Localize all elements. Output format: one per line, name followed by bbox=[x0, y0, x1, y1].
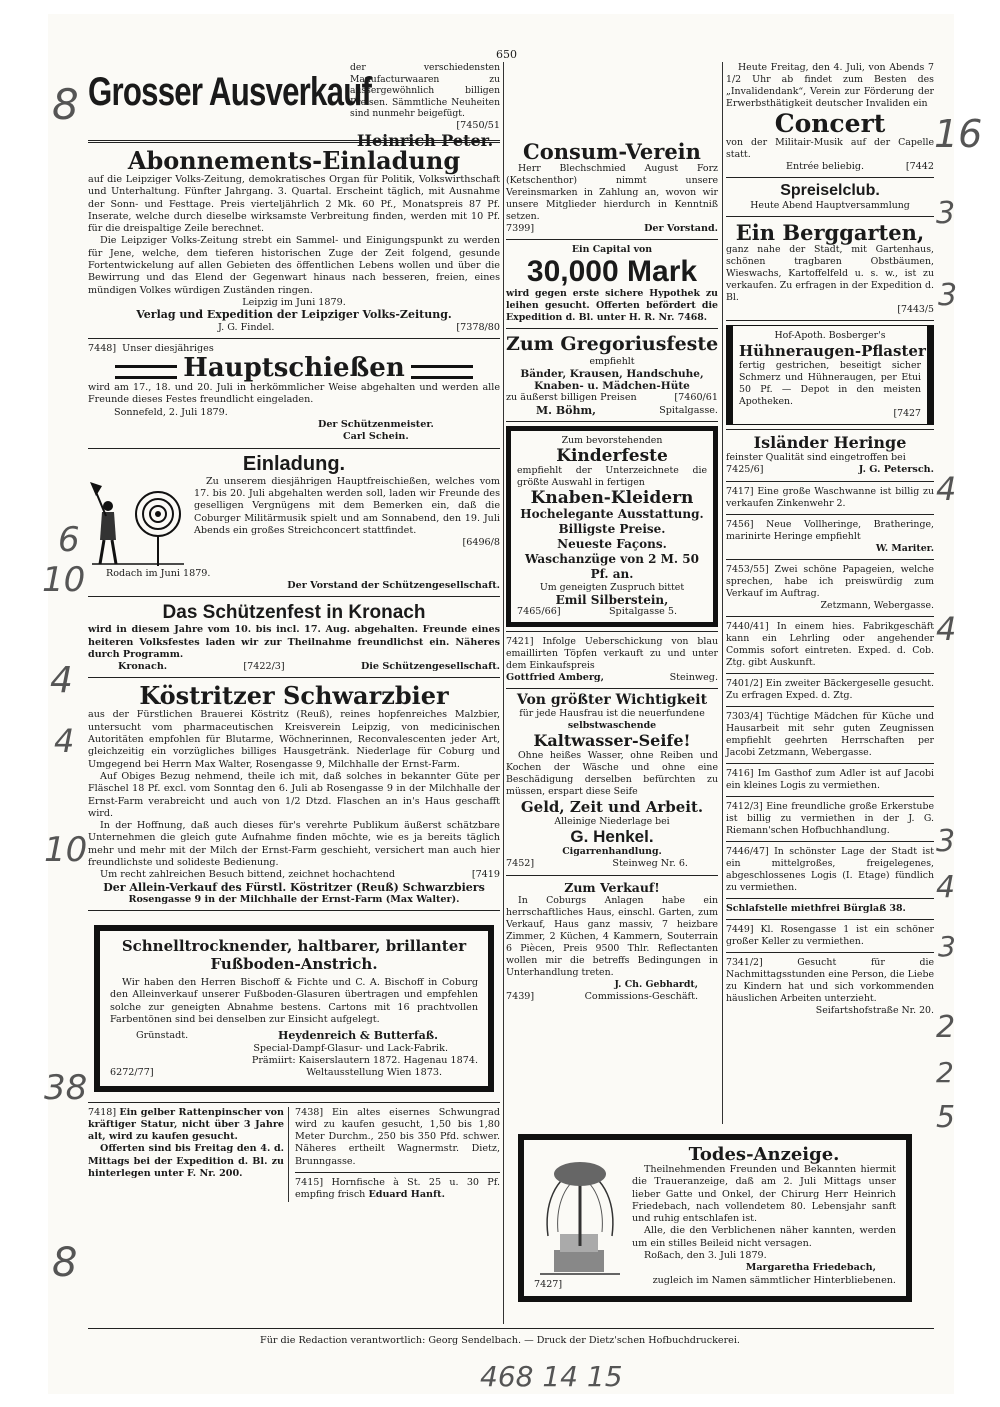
schwarzbier-sign-2: Rosengasse 9 in der Milchhalle der Ernst-Farm (Max Walter). bbox=[128, 893, 460, 905]
gregorius-text-2: zu äußerst billigen Preisen bbox=[506, 392, 637, 404]
kinderfeste-ref: 7465/66] bbox=[517, 605, 561, 617]
pencil-mark: 16 bbox=[934, 112, 983, 156]
separator bbox=[88, 338, 500, 339]
ad-toepfe bbox=[506, 636, 718, 684]
todes-sub: zugleich im Namen sämmtlicher Hinterbliebenen. bbox=[652, 1274, 896, 1286]
ad-person bbox=[726, 957, 934, 1017]
weeping-willow-illustration bbox=[534, 1146, 626, 1286]
kinderfeste-big-4: Neueste Façons. bbox=[557, 536, 667, 551]
schwarzbier-sign: Der Allein-Verkauf des Fürstl. Köstritzer (Reuß) Schwarzbiers bbox=[103, 880, 485, 894]
papageien-sign: Zetzmann, Webergasse. bbox=[820, 599, 934, 611]
pencil-mark: 3 bbox=[938, 930, 956, 963]
ad-gregorius bbox=[506, 333, 718, 417]
kinderfeste-big-2: Hochelegante Ausstattung. bbox=[520, 506, 704, 521]
concert-text-2: von der Militair-Musik auf der Capelle statt. bbox=[726, 137, 934, 160]
column-3 bbox=[726, 62, 934, 1017]
ad-abonnement bbox=[88, 147, 500, 334]
separator bbox=[88, 910, 500, 911]
keller-text: Kl. Rosengasse 1 ist ein schöner großer Keller zu vermiethen. bbox=[726, 923, 934, 947]
papageien-text: Zwei schöne Papageien, welche sprechen, habe ich preiswürdig zum Verkauf im Auftrag. bbox=[726, 563, 934, 599]
schwarzbier-ref: [7419 bbox=[471, 869, 500, 881]
ad-pflaster bbox=[726, 325, 934, 425]
kinderfeste-headline: Kinderfeste bbox=[556, 445, 668, 466]
verkauf-ref: 7439] bbox=[506, 990, 535, 1002]
ausverkauf-sign: Heinrich Peter. bbox=[356, 131, 494, 151]
gregorius-headline: Zum Gregoriusfeste bbox=[506, 333, 719, 356]
maedchen-ref: 7303/4] bbox=[726, 710, 763, 722]
schwungrad-ref: 7438] bbox=[295, 1106, 324, 1118]
toepfe-text: Infolge Ueberschickung von blau emaillirten Töpfen verkauft zu und unter dem Einkaufspreis bbox=[506, 636, 718, 672]
abonnement-place: Leipzig im Juni 1879. bbox=[242, 296, 346, 308]
pencil-mark: 2 bbox=[936, 1010, 956, 1045]
toepfe-ref: 7421] bbox=[506, 636, 534, 648]
erkerstube-ref: 7412/3] bbox=[726, 800, 763, 812]
ad-maedchen bbox=[726, 711, 934, 759]
heringe-ref: 7425/6] bbox=[726, 464, 764, 476]
logis-ref: 7446/47] bbox=[726, 845, 769, 857]
hornfische-sign: Eduard Hanft. bbox=[368, 1189, 445, 1201]
pencil-mark: 5 bbox=[936, 1100, 956, 1135]
seife-headline: Von größter Wichtigkeit bbox=[516, 692, 708, 709]
separator bbox=[726, 898, 934, 899]
toepfe-sign: Gottfried Amberg, bbox=[506, 672, 604, 684]
person-addr: Seifartshofstraße Nr. 20. bbox=[815, 1004, 934, 1016]
separator bbox=[88, 677, 500, 678]
anstrich-awards-2: Weltausstellung Wien 1873. bbox=[306, 1067, 442, 1079]
verkauf-text: In Coburgs Anlagen habe ein herrschaftliches Haus, einschl. Garten, zum Verkauf, Haus ganz massiv, 7 heizbare Zimmer, 2 Küchen, 4 Kammern, Souterrain 6 Piècen, Preis 9500 Thlr. Reflectanten wollen mir die betreffs Bedingungen in Unterhandlung treten. bbox=[506, 894, 718, 978]
logis-text: In schönster Lage der Stadt ist ein mittelgroßes, freigelegenes, abgeschlossenes Logis (I. Etage) fündlich zu vermiethen. bbox=[726, 845, 934, 893]
pencil-mark: 10 bbox=[42, 560, 86, 600]
separator bbox=[88, 448, 500, 449]
hauptschiessen-headline: Hauptschießen bbox=[183, 353, 405, 384]
ad-waschwanne bbox=[726, 486, 934, 510]
anstrich-text: Wir haben den Herren Bischoff & Fichte und C. A. Bischoff in Coburg den Alleinverkauf unserer Fußboden-Glasuren übertragen und empfehlen solche zur geneigten Abnahme bestens. Cartons mit 16 prachtvollen Farbentönen sind bei denselben zur Einsicht aufgelegt. bbox=[110, 977, 478, 1026]
seife-sign: G. Henkel. bbox=[570, 827, 654, 847]
separator bbox=[726, 616, 934, 617]
ad-spreisel bbox=[726, 182, 934, 212]
schwarzbier-text-2: Auf Obiges Bezug nehmend, theile ich mit, daß solches in bekannter Güte per Fläschel 18 Pf. excl. vom Sonntag den 6. Juli ab Rosengasse 9 in der Milchhalle der Ernst-Farm verabreicht und auch von 1/2 Dtzd. Flaschen an in's Haus geschafft wird. bbox=[88, 770, 500, 819]
pencil-mark: 6 bbox=[58, 520, 80, 560]
consum-text: Herr Blechschmied August Forz (Ketschenthor) nimmt unsere Vereinsmarken in Zahlung an, wovon wir unsere Mitglieder hierdurch in Kenntniß setzen. bbox=[506, 163, 718, 222]
vollheringe-ref: 7456] bbox=[726, 518, 754, 530]
seife-sub: selbstwaschende bbox=[567, 720, 657, 732]
ad-heringe bbox=[726, 434, 934, 476]
hauptschiessen-pre: Unser diesjähriges bbox=[122, 342, 214, 354]
separator bbox=[726, 796, 934, 797]
pencil-mark: 8 bbox=[52, 1240, 78, 1286]
seife-text-2: Ohne heißes Wasser, ohne Reiben und Kochen der Wäsche und ohne eine Beschädigung derselben befürchten zu müssen, erspart diese Seife bbox=[506, 750, 718, 798]
kapital-amount: 30,000 Mark bbox=[526, 255, 698, 289]
rattenpinscher-text: Ein gelber Rattenpinscher von kräftiger Statur, nicht über 3 Jahre alt, wird zu kaufen gesucht. bbox=[88, 1106, 284, 1143]
ad-einladung bbox=[88, 453, 500, 593]
hornfische-text: Hornfische à St. 25 u. 30 Pf. empfing frisch bbox=[295, 1177, 500, 1201]
kinderfeste-addr: Spitalgasse 5. bbox=[608, 605, 677, 617]
spreisel-headline: Spreiselclub. bbox=[780, 182, 880, 200]
person-text: Gesucht für die Nachmittagsstunden eine Person, die Liebe zu Kindern hat und sich vorkommenden häuslichen Arbeiten unterzieht. bbox=[726, 956, 934, 1004]
heringe-sign: J. G. Petersch. bbox=[858, 464, 934, 476]
ad-kronach bbox=[88, 601, 500, 673]
hauptschiessen-text: wird am 17., 18. und 20. Juli in herkömmlicher Weise abgehalten und werden alle Freunde dieses Festes freundlicht eingeladen. bbox=[88, 382, 500, 406]
ad-rattenpinscher bbox=[88, 1107, 289, 1202]
concert-text: Heute Freitag, den 4. Juli, von Abends 7 1/2 Uhr ab findet zum Besten des „Invalidendank“, Verein zur Förderung der Erwerbsthätigkeit deutscher Invaliden ein bbox=[726, 62, 934, 109]
hornfische-ref: 7415] bbox=[295, 1177, 324, 1189]
todes-text: Theilnehmenden Freunden und Bekannten hiermit die Traueranzeige, daß am 2. Juli Mittags unser lieber Gatte und Onkel, der Chirurg Herr Heinrich Friedebach, nach vollendetem 80. Lebensjahr sanft und ruhig entschlafen ist. bbox=[632, 1164, 896, 1225]
gregorius-addr: Spitalgasse. bbox=[659, 404, 718, 416]
page-footer: Für die Redaction verantwortlich: Georg Sendelbach. — Druck der Dietz'schen Hofbuchdruckerei. bbox=[260, 1335, 740, 1346]
ad-papageien bbox=[726, 564, 934, 612]
berggarten-headline: Ein Berggarten, bbox=[735, 220, 925, 246]
pencil-mark: 8 bbox=[52, 80, 79, 129]
gasthof-ref: 7416] bbox=[726, 767, 754, 779]
pencil-mark: 4 bbox=[54, 722, 75, 760]
ad-schlafstelle: Schlafstelle miethfrei Bürglaß 38. bbox=[726, 902, 906, 914]
pencil-mark: 2 bbox=[936, 1056, 954, 1089]
kronach-text: wird in diesem Jahre vom 10. bis incl. 17. Aug. abgehalten. Freunde eines heiteren Volksfestes laden wir zur Theilnahme freundlichst ein. Näheres durch Programm. bbox=[88, 624, 500, 660]
separator bbox=[506, 875, 718, 876]
lehrling-ref: 7440/41] bbox=[726, 620, 769, 632]
schwungrad-text: Ein altes eisernes Schwungrad wird zu kaufen gesucht, 1,50 bis 1,80 Meter Durchm., 250 bis 350 Pfd. schwer. Näheres ertheilt Wagnermstr. Dietz, Brunngasse. bbox=[295, 1106, 500, 1167]
gregorius-sign: M. Böhm, bbox=[536, 403, 596, 417]
pflaster-text: fertig gestrichen, beseitigt sicher Schmerz und Hühneraugen, per Etui 50 Pf. — Depot in den meisten Apotheken. bbox=[739, 360, 921, 408]
consum-headline: Consum-Verein bbox=[523, 139, 701, 164]
kronach-headline: Das Schützenfest in Kronach bbox=[162, 602, 426, 624]
pencil-mark: 4 bbox=[936, 470, 957, 508]
column-1 bbox=[88, 62, 500, 1202]
kronach-place: Kronach. bbox=[118, 661, 168, 673]
separator bbox=[726, 559, 934, 560]
todes-headline: Todes-Anzeige. bbox=[688, 1144, 840, 1165]
ausverkauf-ref: [7450/51 bbox=[456, 119, 500, 131]
concert-text-3: Entrée beliebig. bbox=[786, 161, 865, 172]
ad-concert bbox=[726, 62, 934, 173]
seife-addr: Steinweg Nr. 6. bbox=[612, 858, 688, 870]
consum-ref: 7399] bbox=[506, 223, 535, 234]
ad-baecker bbox=[726, 678, 934, 702]
waschwanne-ref: 7417] bbox=[726, 485, 754, 497]
lehrling-text: In einem hies. Fabrikgeschäft kann ein Lehrling oder angehender Commis sofort eintreten. Exped. d. Cob. Ztg. gibt Auskunft. bbox=[726, 620, 934, 668]
separator bbox=[726, 763, 934, 764]
verkauf-sub: Commissions-Geschäft. bbox=[584, 990, 698, 1002]
kinderfeste-pre: Zum bevorstehenden bbox=[561, 434, 663, 446]
vollheringe-text: Neue Vollheringe, Bratheringe, marinirte Heringe empfiehlt bbox=[726, 518, 934, 542]
pencil-mark: 4 bbox=[936, 610, 957, 648]
pencil-mark: 4 bbox=[936, 870, 956, 905]
pencil-mark: 468 14 15 bbox=[480, 1360, 623, 1393]
person-ref: 7341/2] bbox=[726, 956, 763, 968]
seife-text: für jede Hausfrau ist die neuerfundene bbox=[519, 708, 705, 720]
ad-kapital bbox=[506, 244, 718, 324]
heringe-text: feinster Qualität sind eingetroffen bei bbox=[726, 452, 906, 464]
separator bbox=[506, 688, 718, 689]
abonnement-text: auf die Leipziger Volks-Zeitung, demokratisches Organ für Politik, Volkswirthschaft und Unterhaltung. Fünfter Jahrgang. 3. Quartal. Erscheint täglich, mit Ausnahme der Sonn- und Festtage. Preis vierteljährlich 2 Mk. 60 Pf., Monatspreis 87 Pf. Inserate, welche durch dieselbe wirksamste Verbreitung finden, werden mit 10 Pf. für die dreispaltige Zeile berechnet. bbox=[88, 174, 500, 235]
pencil-mark: 4 bbox=[50, 660, 73, 701]
abonnement-text-2: Die Leipziger Volks-Zeitung strebt ein Sammel- und Einigungspunkt zu werden für Jene, welche, dem tieferen historischen Zuge der Zeit folgend, gesunde Fortentwickelung auf allen Gebieten des öffentlichen Lebens wollen und über die Bewirrung und das Elend der Gegenwart hinaus nach besseren, freien, eines mündigen Volkes würdigen Zuständen ringen. bbox=[88, 235, 500, 296]
abonnement-headline: Abonnements-Einladung bbox=[127, 146, 461, 175]
ad-schwungrad bbox=[295, 1107, 500, 1202]
papageien-ref: 7453/55] bbox=[726, 563, 769, 575]
ad-keller bbox=[726, 924, 934, 948]
pflaster-ref: [7427 bbox=[893, 408, 921, 420]
hauptschiessen-sign: Der Schützenmeister. bbox=[318, 419, 434, 431]
separator bbox=[726, 841, 934, 842]
seife-sub-2: Cigarrenhandlung. bbox=[562, 846, 662, 858]
spreisel-text: Heute Abend Hauptversammlung bbox=[750, 200, 910, 212]
todes-sign: Margaretha Friedebach, bbox=[745, 1262, 876, 1274]
ad-schwarzbier bbox=[88, 682, 500, 906]
consum-sign: Der Vorstand. bbox=[644, 223, 718, 234]
rattenpinscher-text-2: Offerten sind bis Freitag den 4. d. Mittags bei der Expedition d. Bl. zu hinterlegen unter F. Nr. 200. bbox=[88, 1143, 284, 1180]
pencil-mark: 38 bbox=[44, 1068, 88, 1108]
footer-rule bbox=[88, 1328, 934, 1329]
abonnement-sign: Verlag und Expedition der Leipziger Volks-Zeitung. bbox=[136, 308, 452, 322]
pencil-mark: 3 bbox=[936, 196, 956, 231]
toepfe-addr: Steinweg. bbox=[669, 672, 718, 684]
ad-erkerstube bbox=[726, 801, 934, 837]
ad-logis bbox=[726, 846, 934, 894]
separator bbox=[726, 919, 934, 920]
anstrich-place: Grünstadt. bbox=[136, 1030, 189, 1042]
berggarten-text: ganz nahe der Stadt, mit Gartenhaus, schönen tragbaren Obstbäumen, Wieswachs, Kartoffelfeld u. s. w., ist zu verkaufen. Zu erfragen in der Expedition d. Bl. bbox=[726, 244, 934, 304]
separator bbox=[726, 177, 934, 178]
hauptschiessen-ref: 7448] bbox=[88, 342, 117, 354]
pflaster-pre: Hof-Apoth. Bosberger's bbox=[774, 330, 886, 342]
baecker-text: Ein zweiter Bäckergeselle gesucht. Zu erfragen Exped. d. Ztg. bbox=[726, 677, 934, 701]
ad-vollheringe bbox=[726, 519, 934, 555]
kinderfeste-big-3: Billigste Preise. bbox=[558, 521, 666, 536]
anstrich-headline-2: Fußboden-Anstrich. bbox=[210, 955, 378, 974]
kinderfeste-big: Knaben-Kleidern bbox=[530, 487, 694, 508]
schwarzbier-text: aus der Fürstlichen Brauerei Köstritz (Reuß), reines hopfenreiches Malzbier, untersucht vom pharmaceutischen Kreisverein Leipzig, von medicinischen Autoritäten empfohlen für Blutarme, Wöchnerinnen, Reconvalescenten jeder Art, gleichzeitig ein vorzügliches billiges Hausgetränk. Niederlage für Coburg und Umgegend bei Herrn Max Walter, Rosengasse 9, Milchhalle der Ernst-Farm. bbox=[88, 709, 500, 770]
schwarzbier-headline: Köstritzer Schwarzbier bbox=[139, 681, 449, 711]
page-number: 650 bbox=[496, 48, 517, 61]
separator bbox=[726, 952, 934, 953]
ad-todes bbox=[518, 1134, 912, 1302]
waschwanne-text: Eine große Waschwanne ist billig zu verkaufen Zinkenwehr 2. bbox=[726, 485, 935, 509]
separator bbox=[506, 239, 718, 240]
kapital-line: Ein Capital von bbox=[571, 244, 653, 256]
separator bbox=[726, 514, 934, 515]
pflaster-headline: Hühneraugen-Pflaster bbox=[739, 342, 926, 361]
einladung-sign: Der Vorstand der Schützengesellschaft. bbox=[287, 579, 500, 591]
ad-verkauf bbox=[506, 880, 718, 1003]
gasthof-text: Im Gasthof zum Adler ist auf Jacobi ein kleines Logis zu vermiethen. bbox=[726, 767, 934, 791]
separator bbox=[506, 421, 718, 422]
kronach-sign: Die Schützengesellschaft. bbox=[360, 661, 500, 673]
kronach-ref: [7422/3] bbox=[243, 661, 285, 673]
separator bbox=[88, 1102, 500, 1103]
todes-place: Roßach, den 3. Juli 1879. bbox=[644, 1250, 767, 1262]
concert-ref: [7442 bbox=[905, 161, 934, 172]
anstrich-headline: Schnelltrocknender, haltbarer, brillanter bbox=[121, 937, 467, 956]
kinderfeste-text-2: Um geneigten Zuspruch bittet bbox=[539, 581, 685, 593]
ad-kinderfeste bbox=[506, 426, 718, 627]
anstrich-sign: Heydenreich & Butterfaß. bbox=[277, 1029, 438, 1043]
verkauf-headline: Zum Verkauf! bbox=[564, 879, 660, 895]
hauptschiessen-place: Sonnefeld, 2. Juli 1879. bbox=[114, 406, 228, 418]
todes-text-2: Alle, die den Verblichenen näher kannten, werden um ein stilles Beileid nicht versagen. bbox=[632, 1225, 896, 1249]
column-rule bbox=[503, 62, 504, 1324]
separator bbox=[726, 320, 934, 321]
gregorius-pre: empfiehlt bbox=[589, 356, 635, 368]
anstrich-sub: Special-Dampf-Glasur- und Lack-Fabrik. bbox=[253, 1042, 448, 1054]
separator bbox=[295, 1172, 500, 1173]
rattenpinscher-ref: 7418] bbox=[88, 1106, 117, 1118]
einladung-ref: [6496/8 bbox=[462, 537, 500, 549]
anstrich-ref: 6272/77] bbox=[110, 1067, 154, 1079]
seife-big-2: Geld, Zeit und Arbeit. bbox=[520, 798, 704, 817]
seife-big: Kaltwasser-Seife! bbox=[533, 731, 691, 751]
seife-text-3: Alleinige Niederlage bei bbox=[554, 816, 670, 828]
anstrich-awards: Prämiirt: Kaiserslautern 1872. Hagenau 1874. bbox=[251, 1054, 478, 1066]
todes-ref: 7427] bbox=[534, 1279, 563, 1290]
ad-consum bbox=[506, 140, 718, 235]
erkerstube-text: Eine freundliche große Erkerstube ist billig zu vermiethen in der J. G. Riemann'schen Hofbuchhandlung. bbox=[726, 800, 934, 836]
concert-headline: Concert bbox=[774, 109, 886, 138]
ad-ausverkauf bbox=[88, 62, 500, 151]
schwarzbier-text-4: Um recht zahlreichen Besuch bittend, zeichnet hochachtend bbox=[100, 869, 395, 881]
pencil-mark: 3 bbox=[938, 278, 958, 313]
pencil-mark: 10 bbox=[44, 830, 88, 870]
schwarzbier-text-3: In der Hoffnung, daß auch dieses für's verehrte Publikum äußerst schätzbare Unternehmen die gleich gute Aufnahme finden möchte, wie es ja bereits täglich mehr und mehr mit der Milch der Ernst-Farm geschieht, versichert man auch hier freundlichste und solideste Bedienung. bbox=[88, 820, 500, 868]
ad-anstrich bbox=[94, 925, 494, 1091]
kinderfeste-text: empfiehlt der Unterzeichnete die größte Auswahl in fertigen bbox=[517, 464, 707, 488]
separator bbox=[726, 481, 934, 482]
einladung-place: Rodach im Juni 1879. bbox=[106, 567, 211, 579]
einladung-text: Zu unserem diesjährigen Hauptfreischießen, welches vom 17. bis 20. Juli abgehalten werden soll, laden wir Freunde des geselligen Vergnügens mit dem Bemerken ein, daß die Coburger Militärmusik spielt und am Sonnabend, den 19. Juli Abends ein großes Streichconcert stattfindet. bbox=[194, 475, 500, 536]
ornament-bar bbox=[411, 365, 473, 379]
separator bbox=[88, 596, 500, 597]
verkauf-sign: J. Ch. Gebhardt, bbox=[614, 978, 698, 990]
kinderfeste-sign: Emil Silberstein, bbox=[555, 592, 669, 607]
ausverkauf-headline: Grosser Ausverkauf bbox=[88, 70, 372, 114]
keller-ref: 7449] bbox=[726, 923, 754, 935]
ad-berggarten bbox=[726, 221, 934, 316]
column-rule bbox=[722, 62, 723, 1124]
bottom-small-ads bbox=[88, 1107, 500, 1202]
gregorius-ref: [7460/61 bbox=[674, 392, 718, 404]
separator bbox=[726, 216, 934, 217]
einladung-headline: Einladung. bbox=[242, 452, 346, 475]
separator bbox=[506, 328, 718, 329]
ornament-bar bbox=[115, 365, 177, 379]
ad-hauptschiessen bbox=[88, 343, 500, 444]
ad-gasthof bbox=[726, 768, 934, 792]
kinderfeste-big-5: Waschanzüge von 2 M. 50 Pf. an. bbox=[525, 551, 699, 581]
abonnement-name: J. G. Findel. bbox=[218, 321, 275, 333]
separator bbox=[726, 429, 934, 430]
kapital-text: wird gegen erste sichere Hypothek zu leihen gesucht. Offerten befördert die Expedition d. Bl. unter H. R. Nr. 7468. bbox=[506, 288, 718, 324]
ausverkauf-text: der verschiedensten Manufacturwaaren zu aussergewöhnlich billigen Preisen. Sämmtliche Neuheiten sind nunmehr beigefügt. bbox=[350, 62, 500, 120]
column-2 bbox=[506, 62, 718, 1003]
pencil-mark: 3 bbox=[936, 824, 956, 859]
seife-ref: 7452] bbox=[506, 858, 535, 870]
maedchen-text: Tüchtige Mädchen für Küche und Hausarbeit mit sehr guten Zeugnissen empfiehlt geehrten Herrschaften per Jacobi Zetzmann, Webergasse. bbox=[726, 710, 934, 758]
heringe-headline: Isländer Heringe bbox=[753, 433, 907, 453]
abonnement-ref: [7378/80 bbox=[456, 321, 500, 333]
gregorius-text: Bänder, Krausen, Handschuhe, Knaben- u. Mädchen-Hüte bbox=[520, 368, 704, 393]
ad-seife bbox=[506, 693, 718, 870]
vollheringe-sign: W. Mariter. bbox=[875, 542, 934, 554]
separator bbox=[726, 706, 934, 707]
baecker-ref: 7401/2] bbox=[726, 677, 763, 689]
berggarten-ref: [7443/5 bbox=[897, 304, 934, 316]
shooter-target-illustration bbox=[88, 476, 188, 568]
hauptschiessen-sign-2: Carl Schein. bbox=[343, 431, 409, 443]
column-2-spacer bbox=[506, 62, 718, 140]
ad-lehrling bbox=[726, 621, 934, 669]
separator bbox=[726, 673, 934, 674]
separator bbox=[506, 631, 718, 632]
